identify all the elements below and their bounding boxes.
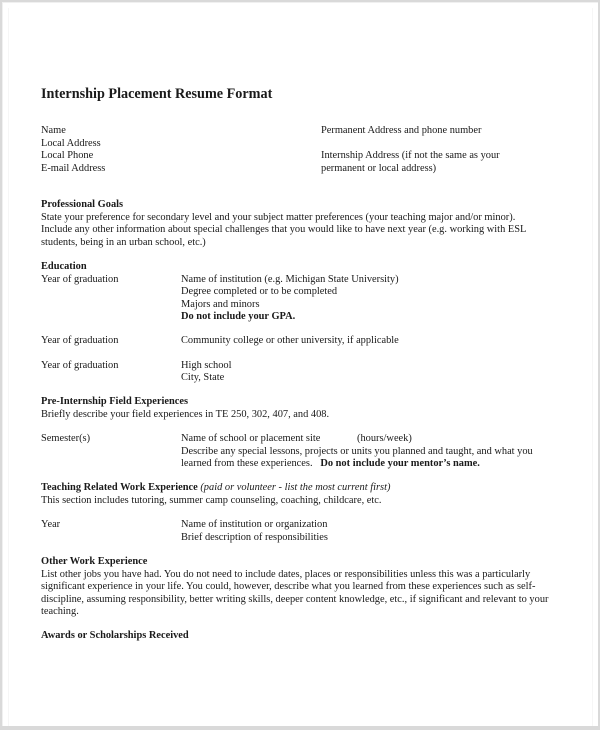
education-detail: City, State [181, 372, 225, 383]
section-heading-awards: Awards or Scholarships Received [41, 630, 189, 641]
education-label: Year of graduation [41, 273, 119, 285]
professional-goals-line: students, being in an urban school, etc.) [41, 236, 206, 248]
contact-internship-address-cont: permanent or local address) [321, 162, 437, 174]
pre-internship-detail-line [181, 458, 480, 470]
teaching-work-label: Year [41, 519, 61, 530]
contact-permanent-address: Permanent Address and phone number [321, 125, 482, 136]
contact-email: E-mail Address [41, 162, 106, 174]
teaching-work-detail: Brief description of responsibilities [181, 531, 328, 543]
teaching-work-note: (paid or volunteer - list the most current first) [200, 482, 391, 493]
other-work-line: significant experience in your life. You could, however, describe what you learned from these experiences such as self- [41, 581, 536, 592]
document-title: Internship Placement Resume Format [41, 86, 273, 102]
contact-name: Name [41, 125, 66, 136]
other-work-line: discipline, assuming responsibility, better writing skills, deeper content knowledge, etc., if significant and relevant to your [41, 593, 549, 605]
contact-internship-address: Internship Address (if not the same as your [321, 150, 500, 161]
section-heading-education: Education [41, 261, 87, 272]
contact-local-address: Local Address [41, 137, 101, 149]
other-work-line: List other jobs you have had. You do not need to include dates, places or responsibilities unless this was a particularly [41, 568, 531, 580]
pre-internship-detail: Name of school or placement site [181, 433, 321, 444]
professional-goals-line: State your preference for secondary level and your subject matter preferences (your teaching major and/or minor). [41, 211, 516, 223]
section-heading-teaching-work-line [41, 482, 390, 494]
other-work-line: teaching. [41, 606, 79, 617]
contact-local-phone: Local Phone [41, 150, 94, 161]
education-gpa-note: Do not include your GPA. [181, 311, 296, 322]
professional-goals-line: Include any other information about special challenges that you would like to have next year (e.g. working with ESL [41, 224, 527, 235]
education-detail: Majors and minors [181, 298, 260, 310]
section-heading-professional-goals: Professional Goals [41, 199, 124, 210]
education-label: Year of graduation [41, 335, 119, 346]
pre-internship-label: Semester(s) [41, 433, 91, 444]
mentor-name-note: Do not include your mentor’s name. [320, 458, 480, 469]
teaching-work-intro: This section includes tutoring, summer camp counseling, coaching, childcare, etc. [41, 494, 382, 506]
education-detail: Community college or other university, if applicable [181, 335, 399, 346]
pre-internship-hours: (hours/week) [357, 433, 412, 444]
section-heading-teaching-work: Teaching Related Work Experience [41, 482, 198, 493]
section-heading-pre-internship: Pre-Internship Field Experiences [41, 396, 188, 407]
education-detail: High school [181, 359, 232, 371]
education-detail: Name of institution (e.g. Michigan State University) [181, 273, 399, 285]
section-heading-other-work: Other Work Experience [41, 556, 148, 567]
pre-internship-detail: learned from these experiences. [181, 458, 313, 469]
teaching-work-detail: Name of institution or organization [181, 519, 328, 530]
pre-internship-detail: Describe any special lessons, projects or units you planned and taught, and what you [181, 445, 533, 457]
education-label: Year of graduation [41, 359, 119, 371]
education-detail: Degree completed or to be completed [181, 286, 338, 297]
pre-internship-intro: Briefly describe your field experiences in TE 250, 302, 407, and 408. [41, 408, 330, 420]
